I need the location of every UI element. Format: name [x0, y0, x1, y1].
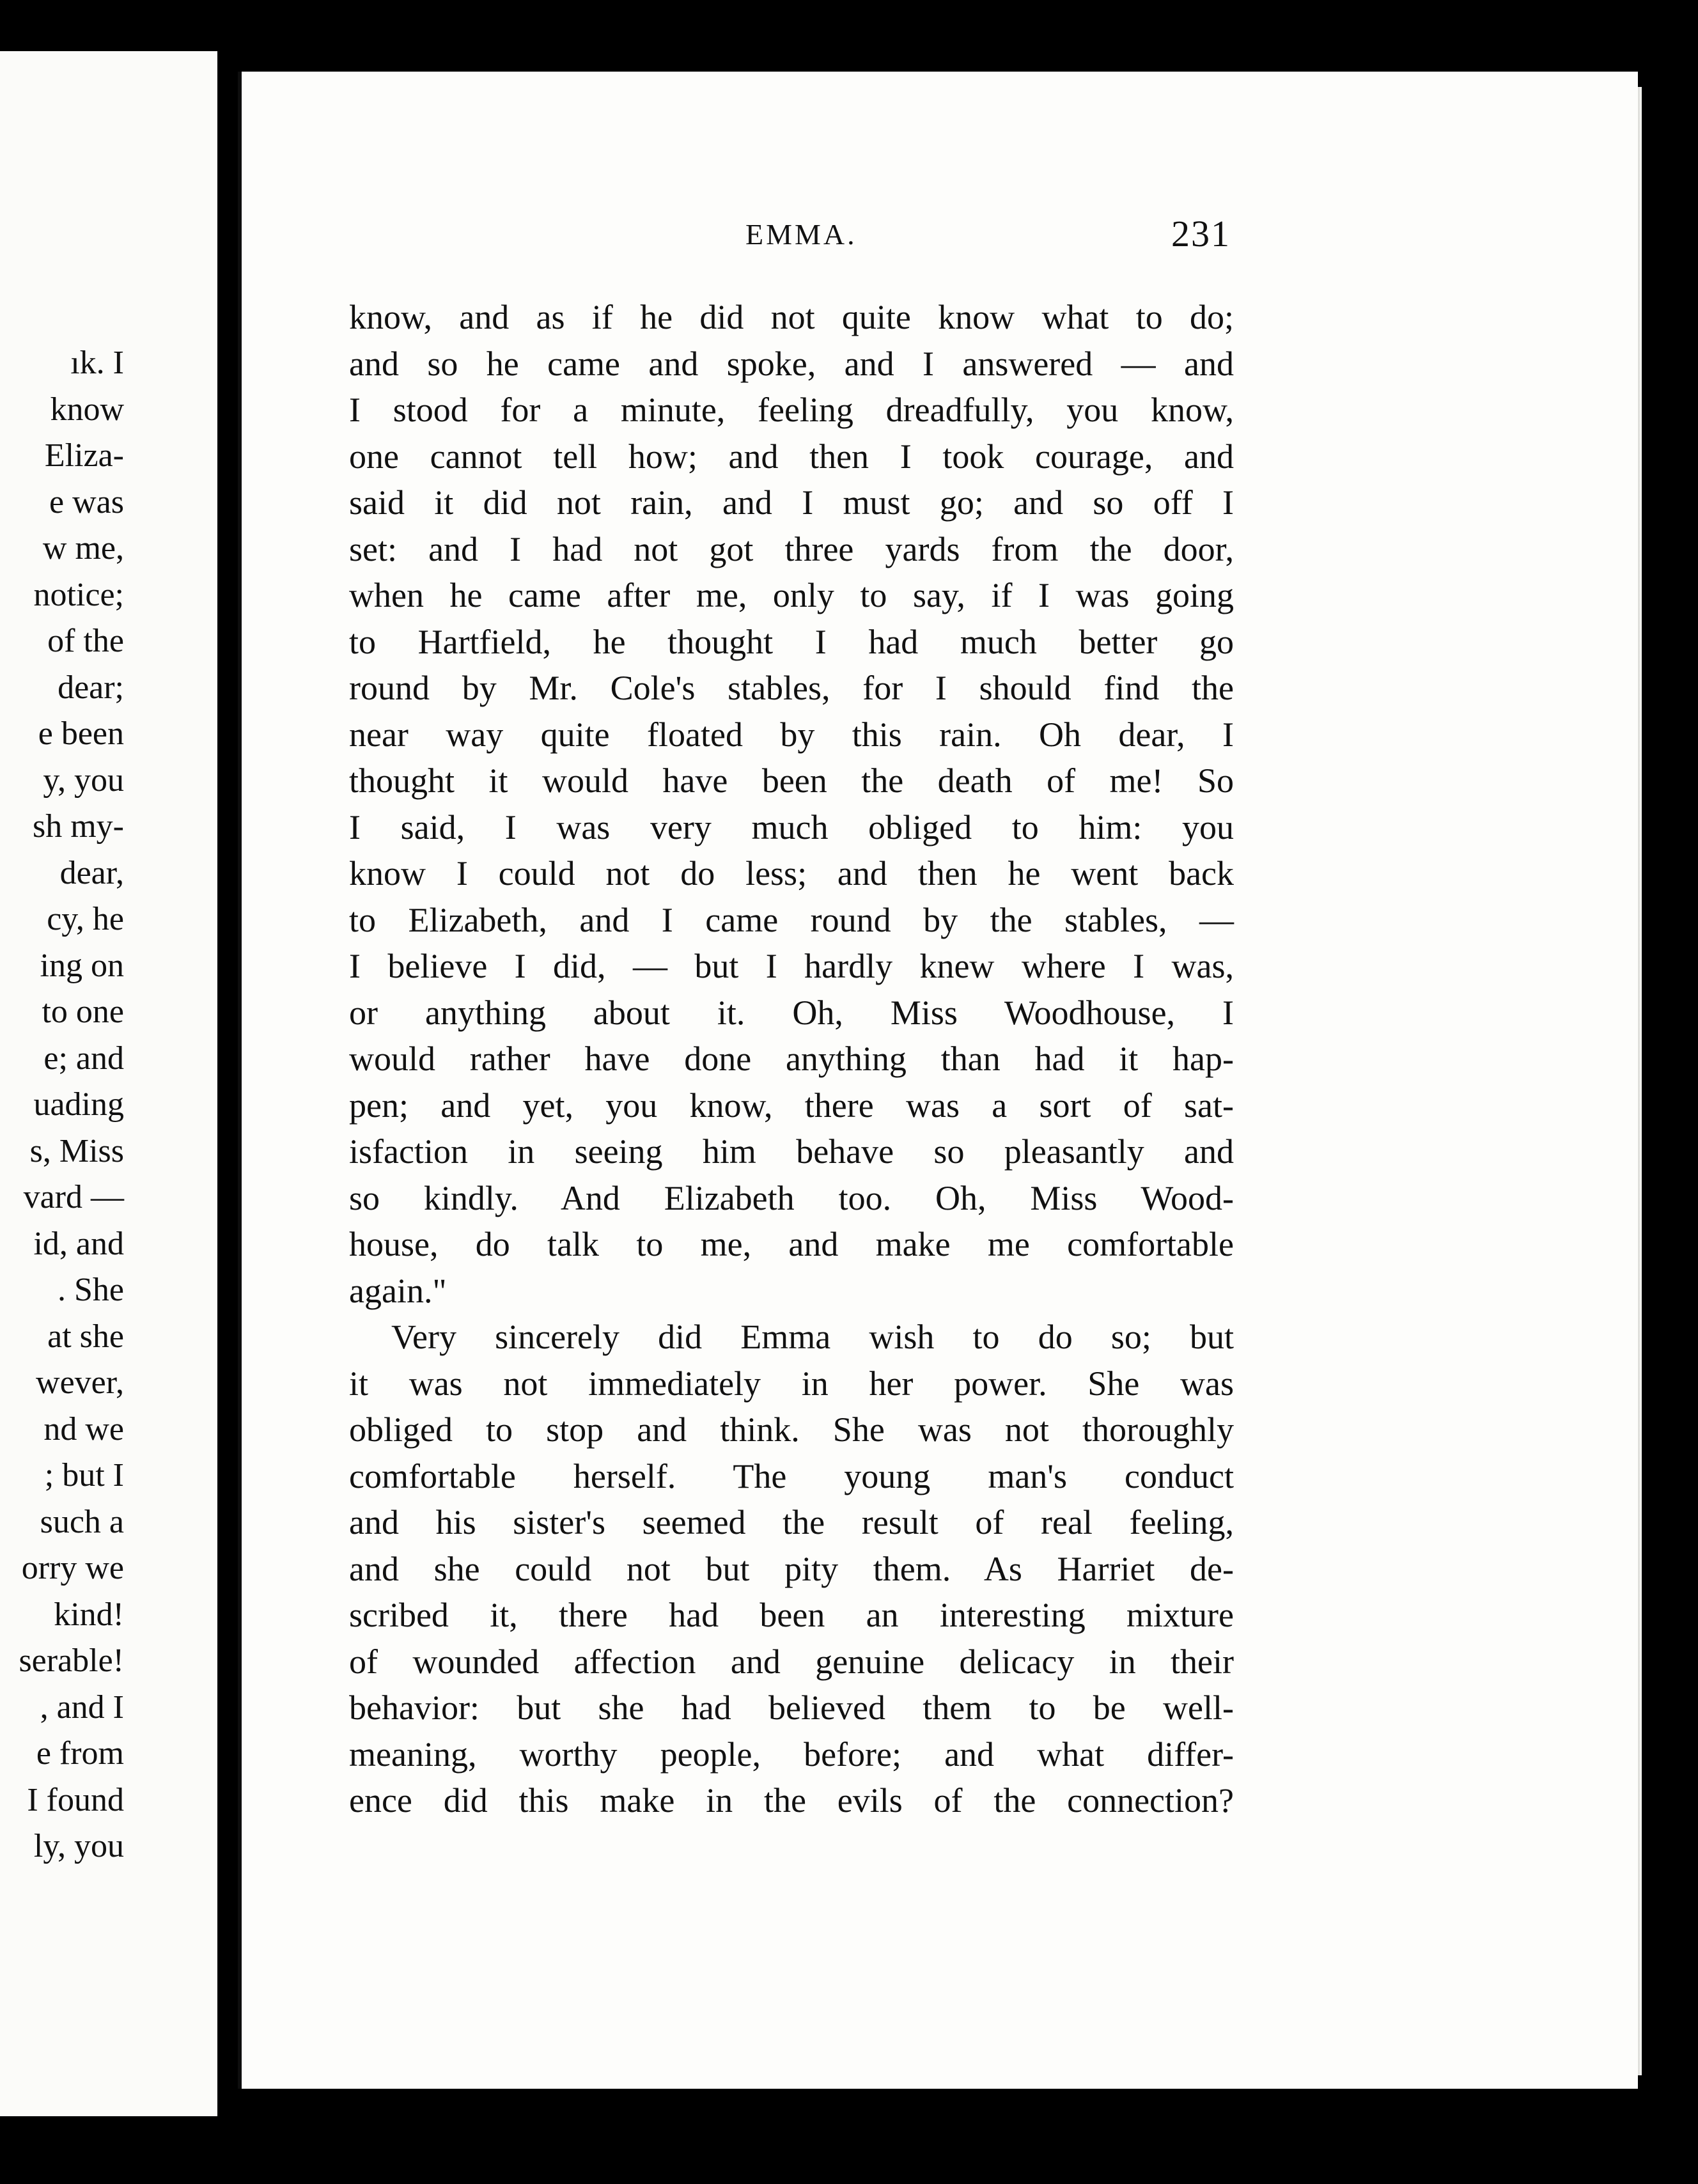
left-line: ık. I — [70, 345, 124, 381]
text-line: pen; and yet, you know, there was a sort of sat- — [349, 1086, 1234, 1125]
left-line: y, you — [43, 761, 124, 799]
text-line: would rather have done anything than had it hap- — [349, 1040, 1234, 1078]
left-line: w me, — [42, 530, 124, 566]
text-line: one cannot tell how; and then I took courage, and — [349, 437, 1234, 476]
text-line: of wounded affection and genuine delicacy in their — [349, 1642, 1234, 1681]
text-line: and so he came and spoke, and I answered — and — [349, 344, 1234, 383]
left-line: kind! — [54, 1596, 124, 1633]
left-line: ly, you — [33, 1828, 124, 1864]
left-line: id, and — [33, 1225, 124, 1262]
left-line: uading — [33, 1086, 124, 1123]
text-line: meaning, worthy people, before; and what differ- — [349, 1735, 1234, 1774]
left-line: at she — [47, 1318, 124, 1355]
text-line: behavior: but she had believed them to be well- — [349, 1689, 1234, 1727]
text-line: it was not immediately in her power. She was — [349, 1364, 1234, 1403]
running-title: EMMA. — [745, 218, 857, 251]
left-line: . She — [58, 1272, 124, 1308]
text-line: ence did this make in the evils of the connection? — [349, 1781, 1234, 1820]
left-line: sh my- — [33, 808, 124, 845]
text-line: and his sister's seemed the result of real feeling, — [349, 1503, 1234, 1541]
left-line: of the — [47, 623, 124, 659]
left-line: e was — [49, 483, 124, 520]
left-line: I found — [27, 1781, 124, 1818]
left-line: dear; — [58, 669, 124, 706]
left-line: serable! — [19, 1642, 124, 1679]
left-line: ; but I — [44, 1457, 124, 1494]
text-line: isfaction in seeing him behave so pleasantly and — [349, 1132, 1234, 1171]
text-line: said it did not rain, and I must go; and so off I — [349, 483, 1234, 522]
text-line: Very sincerely did Emma wish to do so; but — [391, 1318, 1234, 1356]
text-line: I stood for a minute, feeling dreadfully, you know, — [349, 391, 1234, 429]
text-line: thought it would have been the death of me! So — [349, 761, 1234, 800]
text-line: round by Mr. Cole's stables, for I should find the — [349, 669, 1234, 707]
text-line: I believe I did, — but I hardly knew where I was, — [349, 947, 1234, 985]
text-line: to Hartfield, he thought I had much better go — [349, 622, 1234, 661]
text-line: comfortable herself. The young man's conduct — [349, 1456, 1234, 1495]
left-line: vard — — [23, 1179, 124, 1215]
left-line: cy, he — [47, 901, 124, 937]
left-page — [0, 51, 217, 2116]
left-line: know — [50, 391, 124, 428]
body-text — [349, 294, 1234, 1824]
left-line: notice; — [33, 576, 124, 613]
left-line: orry we — [21, 1550, 124, 1586]
text-line: know, and as if he did not quite know what to do; — [349, 298, 1234, 336]
text-line: obliged to stop and think. She was not thoroughly — [349, 1410, 1234, 1449]
text-line: to Elizabeth, and I came round by the stables, — — [349, 900, 1234, 939]
text-line: house, do talk to me, and make me comfortable — [349, 1225, 1234, 1263]
left-line: nd we — [43, 1410, 124, 1447]
left-line: e from — [36, 1735, 124, 1772]
left-line: dear, — [59, 854, 124, 891]
left-line: , and I — [40, 1689, 124, 1726]
text-line: and she could not but pity them. As Harriet de- — [349, 1549, 1234, 1588]
text-line: I said, I was very much obliged to him: you — [349, 807, 1234, 846]
text-line: set: and I had not got three yards from the door, — [349, 529, 1234, 568]
left-line: ing on — [40, 947, 124, 984]
text-line: scribed it, there had been an interesting mixture — [349, 1596, 1234, 1634]
left-line: such a — [40, 1503, 124, 1540]
left-line: wever, — [36, 1364, 124, 1401]
left-page-text — [19, 340, 124, 1870]
left-line: e; and — [43, 1040, 124, 1077]
left-line: Eliza- — [44, 437, 124, 474]
left-line: e been — [38, 715, 124, 752]
text-line: near way quite floated by this rain. Oh dear, I — [349, 715, 1234, 754]
text-line: when he came after me, only to say, if I was going — [349, 576, 1234, 614]
page-number: 231 — [1171, 213, 1231, 254]
text-line: know I could not do less; and then he went back — [349, 854, 1234, 893]
text-line: or anything about it. Oh, Miss Woodhouse, I — [349, 993, 1234, 1032]
left-line: to one — [42, 994, 124, 1030]
text-line: so kindly. And Elizabeth too. Oh, Miss Wood- — [349, 1178, 1234, 1217]
left-line: s, Miss — [29, 1132, 124, 1169]
text-line: again." — [349, 1271, 447, 1310]
